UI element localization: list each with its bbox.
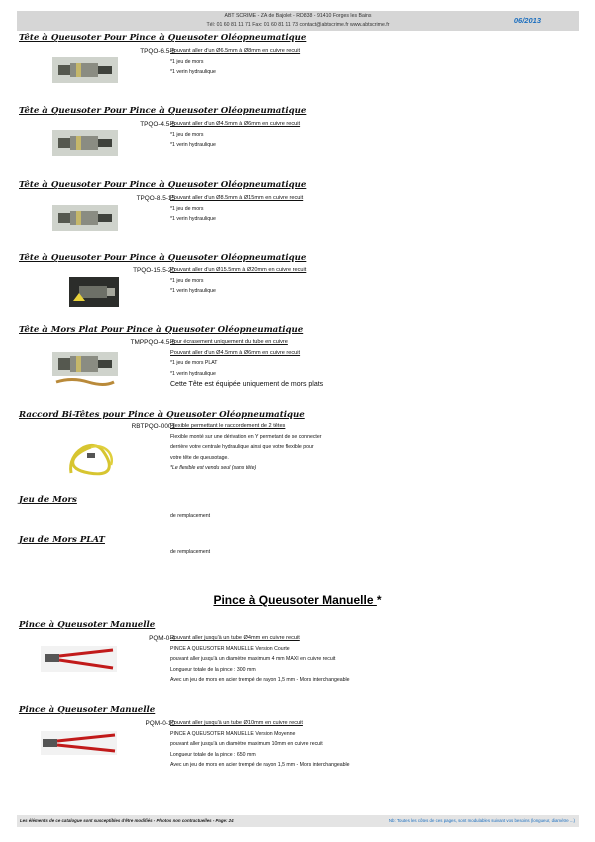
product-description: Flexible permettant le raccordement de 2 têtes Flexible monté sur une dérivation en Y permetant de se connecter derrière votre centrale hydraulique ainsi que votre flexible pour votre tête de queusotage. *Le flexible est vendu seul (sans tête) bbox=[170, 423, 322, 471]
product-ref: TPQO-6.5-8 bbox=[140, 48, 175, 55]
hydraulic-head-photo bbox=[69, 277, 119, 307]
section-title: Tête à Queusoter Pour Pince à Queusoter Oléopneumatique bbox=[19, 253, 307, 263]
manual-crimper-photo bbox=[41, 646, 117, 672]
page-footer bbox=[17, 815, 579, 827]
manual-crimper-photo bbox=[41, 731, 117, 755]
product-ref: PQM-0-4 bbox=[149, 635, 175, 642]
footer-disclaimer: Les éléments de ce catalogue sont susceptibles d'être modifiés - Photos non contractuelles - Page: 24 bbox=[20, 818, 234, 823]
product-description: Pouvant aller jusqu'à un tube Ø10mm en cuivre recuit PINCE A QUEUSOTER MANUELLE Version Moyenne pouvant aller jusqu'à un diamètre maximum 10mm en cuivre recuit Longueur totale de la pince : 650 mm Avec un jeu de mors en acier trempé de rayon 1,5 mm - Mors interchangeable bbox=[170, 720, 350, 768]
section-title: Tête à Queusoter Pour Pince à Queusoter Oléopneumatique bbox=[19, 106, 307, 116]
section-title: Jeu de Mors bbox=[19, 495, 77, 505]
hydraulic-head-photo bbox=[52, 57, 118, 83]
product-ref: TMPPQO-4.5-6 bbox=[130, 339, 175, 346]
flat-jaw-head-photo bbox=[52, 350, 118, 388]
product-ref: PQM-0-10 bbox=[145, 720, 175, 727]
section-title: Pince à Queusoter Manuelle bbox=[19, 620, 156, 630]
product-ref: TPQO-15.5-20 bbox=[133, 267, 175, 274]
company-address: ABT SCRIME - ZA de Bajolet - RD838 - 91410 Forges les Bains bbox=[224, 13, 372, 19]
product-description: de remplacement bbox=[170, 549, 211, 555]
product-description: Pouvant aller d'un Ø15.5mm à Ø20mm en cuivre recuit *1 jeu de mors *1 verin hydraulique bbox=[170, 267, 307, 294]
product-description: Pouvant aller d'un Ø4.5mm à Ø6mm en cuivre recuit *1 jeu de mors *1 verin hydraulique bbox=[170, 121, 301, 148]
product-description: Pouvant aller d'un Ø6.5mm à Ø8mm en cuivre recuit *1 jeu de mors *1 verin hydraulique bbox=[170, 48, 301, 75]
section-title: Raccord Bi-Têtes pour Pince à Queusoter Oléopneumatique bbox=[19, 410, 305, 420]
section-title: Jeu de Mors PLAT bbox=[19, 535, 105, 545]
product-ref: RBTPQO-0001 bbox=[131, 423, 175, 430]
catalog-date: 06/2013 bbox=[513, 16, 541, 25]
manual-section-heading: Pince à Queusoter Manuelle * bbox=[213, 593, 382, 607]
footer-note: Nb: Toutes les côtes de ces pages, sont modulables suivant vos besoins (longueur, diamètre ...) bbox=[388, 818, 575, 823]
company-contact: Tél: 01 60 81 11 71 Fax: 01 60 81 11 73 contact@abtscrime.fr www.abtscrime.fr bbox=[206, 22, 390, 28]
section-title: Tête à Queusoter Pour Pince à Queusoter Oléopneumatique bbox=[19, 33, 307, 43]
product-description: Pouvant aller jusqu'à un tube Ø4mm en cuivre recuit PINCE A QUEUSOTER MANUELLE Version Courte pouvant aller jusqu'à un diamètre maximum 4 mm MAXI en cuivre recuit Longueur totale de la pince : 300 mm Avec un jeu de mors en acier trempé de rayon 1,5 mm - Mors interchangeable bbox=[170, 635, 350, 683]
section-title: Tête à Mors Plat Pour Pince à Queusoter Oléopneumatique bbox=[19, 325, 304, 335]
hydraulic-head-photo bbox=[52, 205, 118, 231]
section-title: Pince à Queusoter Manuelle bbox=[19, 705, 156, 715]
page-header bbox=[17, 11, 579, 31]
hydraulic-head-photo bbox=[52, 130, 118, 156]
product-ref: TPQO-4.5-6 bbox=[140, 121, 175, 128]
product-ref: TPQO-8.5-15 bbox=[136, 195, 175, 202]
flexible-hose-photo bbox=[63, 433, 119, 483]
product-description: Pour écrasement uniquement du tube en cuivre Pouvant aller d'un Ø4.5mm à Ø6mm en cuivre recuit *1 jeu de mors PLAT *1 verin hydraulique Cette Tête est équipée uniquement de mors plats bbox=[170, 339, 324, 388]
product-description: Pouvant aller d'un Ø8.5mm à Ø15mm en cuivre recuit *1 jeu de mors *1 verin hydraulique bbox=[170, 195, 304, 222]
section-title: Tête à Queusoter Pour Pince à Queusoter Oléopneumatique bbox=[19, 180, 307, 190]
product-description: de remplacement bbox=[170, 513, 211, 519]
